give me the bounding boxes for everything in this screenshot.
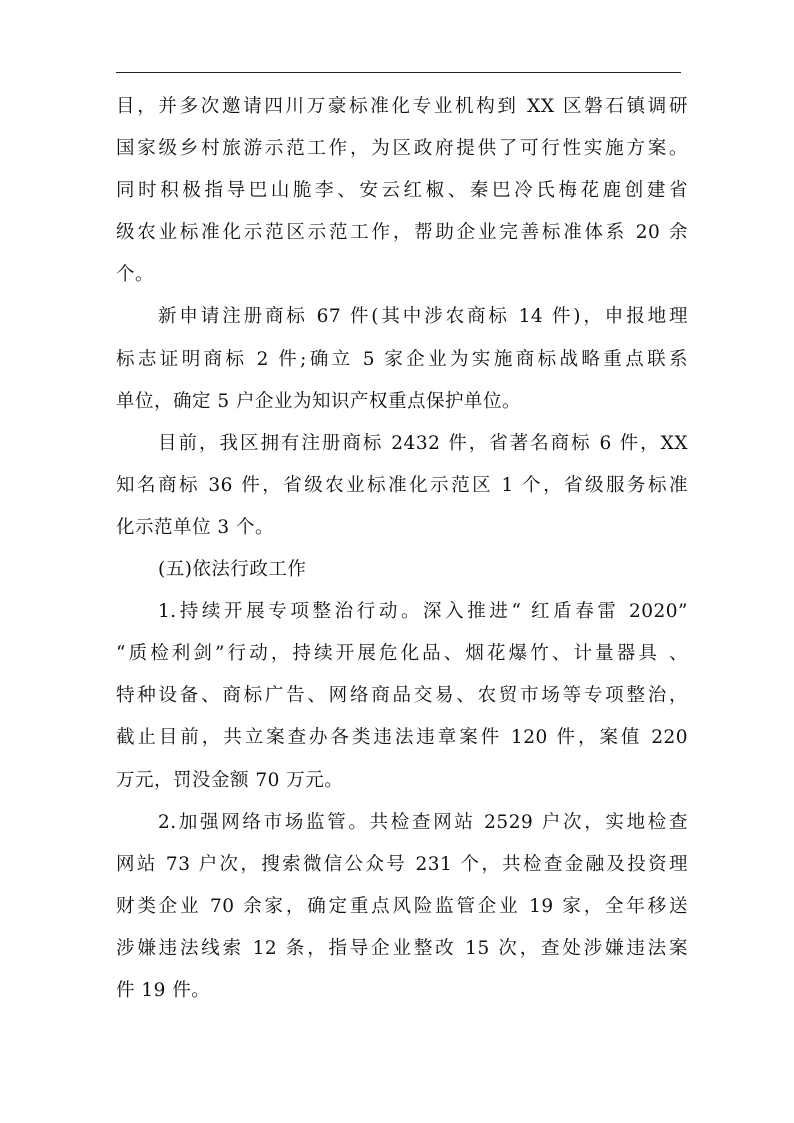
- text-line: 涉嫌违法线索 12 条，指导企业整改 15 次，查处涉嫌违法案: [116, 937, 688, 959]
- text-line: 特种设备、商标广告、网络商品交易、农贸市场等专项整治，: [116, 685, 688, 707]
- text-line: 目，并多次邀请四川万豪标准化专业机构到 XX 区磐石镇调研: [116, 96, 688, 117]
- text-line: 知名商标 36 件，省级农业标准化示范区 1 个，省级服务标准: [116, 474, 688, 496]
- text-line: 截止目前，共立案查办各类违法违章案件 120 件，案值 220: [116, 727, 688, 749]
- text-line: 万元，罚没金额 70 万元。: [116, 769, 344, 791]
- text-line: 财类企业 70 余家，确定重点风险监管企业 19 家，全年移送: [116, 895, 688, 917]
- heading-text: (五)依法行政工作: [158, 559, 307, 581]
- paragraph-online-market-supervision: [116, 802, 688, 1012]
- text-line: 同时积极指导巴山脆李、安云红椒、秦巴冷氏梅花鹿创建省: [116, 180, 688, 202]
- text-line: “质检利剑”行动，持续开展危化品、烟花爆竹、计量器具 、: [116, 643, 688, 665]
- text-line: 国家级乡村旅游示范工作，为区政府提供了可行性实施方案。: [116, 138, 688, 160]
- text-line: 1.持续开展专项整治行动。深入推进“ 红盾春雷 2020”: [158, 601, 688, 623]
- paragraph-trademark-totals: [116, 423, 688, 549]
- paragraph-standardization-work: [116, 86, 688, 296]
- text-line: 新申请注册商标 67 件(其中涉农商标 14 件)，申报地理: [158, 306, 688, 328]
- text-line: 目前，我区拥有注册商标 2432 件，省著名商标 6 件，XX: [158, 432, 688, 454]
- text-line: 单位，确定 5 户企业为知识产权重点保护单位。: [116, 390, 522, 412]
- text-line: 网站 73 户次，搜索微信公众号 231 个，共检查金融及投资理: [116, 853, 688, 875]
- text-line: 件 19 件。: [116, 979, 211, 1001]
- text-line: 标志证明商标 2 件;确立 5 家企业为实施商标战略重点联系: [116, 348, 688, 370]
- text-line: 化示范单位 3 个。: [116, 516, 275, 538]
- text-line: 个。: [116, 264, 155, 286]
- paragraph-trademark-registration: [116, 296, 688, 422]
- document-body: [116, 86, 688, 1012]
- text-line: 级农业标准化示范区示范工作，帮助企业完善标准体系 20 余: [116, 222, 688, 244]
- paragraph-special-rectification: [116, 591, 688, 801]
- header-rule: [116, 72, 681, 73]
- section-heading: [116, 549, 688, 591]
- text-line: 2.加强网络市场监管。共检查网站 2529 户次，实地检查: [158, 811, 688, 833]
